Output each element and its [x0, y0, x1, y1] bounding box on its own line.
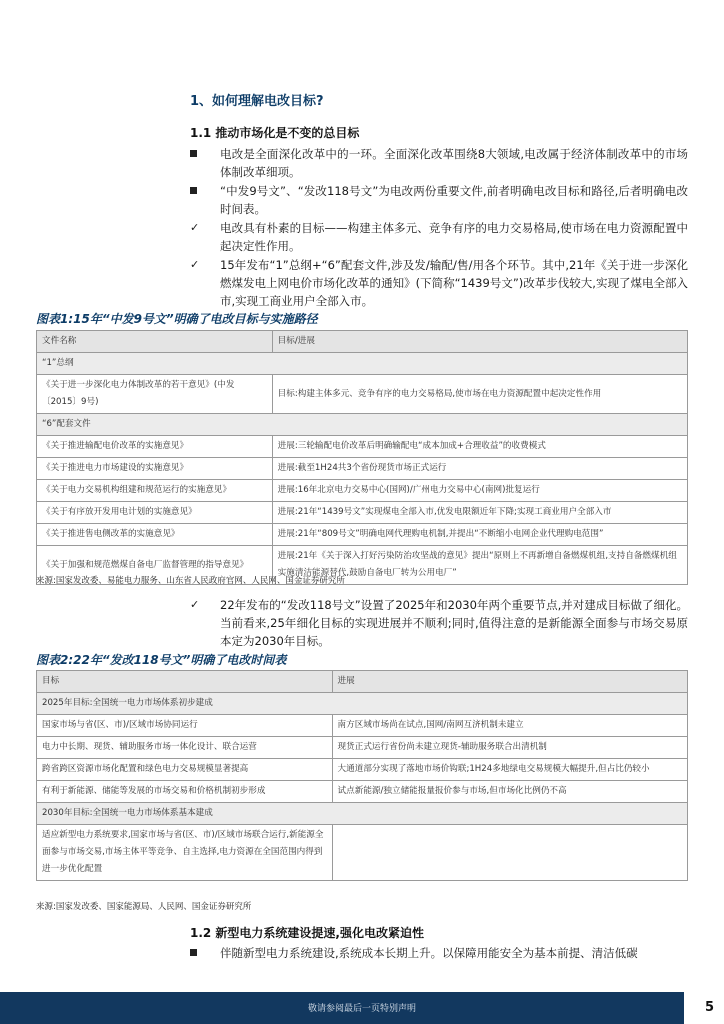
figure-2-title: 图表2:22年“发改118号文”明确了电改时间表	[36, 651, 688, 673]
table-cell: 现货正式运行省份尚未建立现货-辅助服务联合出清机制	[332, 737, 687, 759]
table-section-row: 2030年目标:全国统一电力市场体系基本建成	[37, 803, 688, 825]
table-cell: 国家市场与省(区、市)/区域市场协同运行	[37, 715, 333, 737]
check-icon: ✓	[190, 221, 200, 234]
table-row	[37, 781, 688, 803]
bullet-item: 伴随新型电力系统建设,系统成本长期上升。以保障用能安全为基本前提、清洁低碳	[190, 944, 688, 962]
table-cell: 大通道部分实现了落地市场价钩联;1H24多地绿电交易规模大幅提升,但占比仍较小	[332, 759, 687, 781]
check-icon: ✓	[190, 598, 200, 611]
page-number: 5	[704, 1000, 714, 1015]
column-header: 进展	[332, 671, 687, 693]
table-row	[37, 436, 688, 458]
bullet-item: “中发9号文”、“发改118号文”为电改两份重要文件,前者明确电改目标和路径,后者明确电改时间表。	[190, 182, 688, 218]
subsection-heading-1-2: 1.2 新型电力系统建设提速,强化电改紧迫性	[190, 926, 424, 940]
table-section-row: 2025年目标:全国统一电力市场体系初步建成	[37, 693, 688, 715]
table-cell: 进展:16年北京电力交易中心(国网)/广州电力交易中心(南网)批复运行	[272, 480, 687, 502]
table-cell	[332, 825, 687, 881]
figure-2-table	[36, 670, 688, 881]
page-footer	[0, 992, 724, 1024]
table-cell: 目标:构建主体多元、竞争有序的电力交易格局,使市场在电力资源配置中起决定性作用	[272, 375, 687, 414]
column-header: 文件名称	[37, 331, 273, 353]
figure-1-title: 图表1:15年“中发9号文”明确了电改目标与实施路径	[36, 310, 688, 332]
figure-1-source: 来源:国家发改委、易能电力服务、山东省人民政府官网、人民网、国金证券研究所	[36, 576, 345, 586]
table-cell: 电力中长期、现货、辅助服务市场一体化设计、联合运营	[37, 737, 333, 759]
table-cell: 适应新型电力系统要求,国家市场与省(区、市)/区域市场联合运行,新能源全面参与市场交易,市场主体平等竞争、自主选择,电力资源在全国范围内得到进一步优化配置	[37, 825, 333, 881]
check-icon: ✓	[190, 258, 200, 271]
table-row	[37, 524, 688, 546]
table-cell: 进展:截至1H24共3个省份现货市场正式运行	[272, 458, 687, 480]
footer-disclaimer: 敬请参阅最后一页特别声明	[307, 1004, 416, 1014]
table-cell: 南方区域市场尚在试点,国网/南网互济机制未建立	[332, 715, 687, 737]
figure-1-table	[36, 330, 688, 585]
table-row	[37, 759, 688, 781]
table-cell: 有利于新能源、储能等发展的市场交易和价格机制初步形成	[37, 781, 333, 803]
table-cell: 进展:三轮输配电价改革后明确输配电“成本加成+合理收益”的收费模式	[272, 436, 687, 458]
figure-2-source: 来源:国家发改委、国家能源局、人民网、国金证券研究所	[36, 902, 252, 912]
square-bullet-icon	[190, 182, 204, 200]
square-bullet-icon	[190, 944, 204, 962]
column-header: 目标/进展	[272, 331, 687, 353]
table-row	[37, 480, 688, 502]
table-row	[37, 458, 688, 480]
table-cell: 《关于有序放开发用电计划的实施意见》	[37, 502, 273, 524]
table-cell: 《关于进一步深化电力体制改革的若干意见》(中发〔2015〕9号)	[37, 375, 273, 414]
table-cell: 试点新能源/独立储能报量报价参与市场,但市场化比例仍不高	[332, 781, 687, 803]
table-cell: 《关于推进售电侧改革的实施意见》	[37, 524, 273, 546]
table-row	[37, 375, 688, 414]
table-cell: 《关于电力交易机构组建和规范运行的实施意见》	[37, 480, 273, 502]
table-header-row	[37, 671, 688, 693]
bullet-item: 电改是全面深化改革中的一环。全面深化改革围绕8大领域,电改属于经济体制改革中的市场体制改革细项。	[190, 145, 688, 181]
table-section-row: “1”总纲	[37, 353, 688, 375]
table-header-row	[37, 331, 688, 353]
square-bullet-icon	[190, 145, 204, 163]
subsection-heading-1-1: 1.1 推动市场化是不变的总目标	[190, 126, 360, 140]
table-cell: 进展:21年《关于深入打好污染防治攻坚战的意见》提出“原则上不再新增自备燃煤机组,支持自备燃煤机组实施清洁能源替代,鼓励自备电厂转为公用电厂”	[272, 546, 687, 585]
table-section-row: “6”配套文件	[37, 414, 688, 436]
table-cell: 跨省跨区资源市场化配置和绿色电力交易规模显著提高	[37, 759, 333, 781]
section-heading: 1、如何理解电改目标?	[190, 94, 324, 109]
bullet-item: ✓ 15年发布“1”总纲+“6”配套文件,涉及发/输配/售/用各个环节。其中,21年《关于进一步深化燃煤发电上网电价市场化改革的通知》(下简称“1439号文”)改革步伐较大,实现了煤电全部入市,实现工商业用户全部入市。	[190, 258, 688, 308]
bullet-item: ✓ 电改具有朴素的目标——构建主体多元、竞争有序的电力交易格局,使市场在电力资源配置中起决定性作用。	[190, 221, 688, 253]
table-row	[37, 737, 688, 759]
table-cell: 《关于推进电力市场建设的实施意见》	[37, 458, 273, 480]
table-row	[37, 715, 688, 737]
table-cell: 进展:21年“809号文”明确电网代理购电机制,并提出“不断缩小电网企业代理购电范围”	[272, 524, 687, 546]
table-cell: 进展:21年“1439号文”实现煤电全部入市,优发电限额近年下降;实现工商业用户全部入市	[272, 502, 687, 524]
table-cell: 《关于加强和规范燃煤自备电厂监督管理的指导意见》	[37, 546, 273, 585]
bullet-item: ✓ 22年发布的“发改118号文”设置了2025年和2030年两个重要节点,并对建成目标做了细化。当前看来,25年细化目标的实现进展并不顺利;同时,值得注意的是新能源全面参与市场交易原本定为2030年目标。	[190, 598, 688, 648]
table-row	[37, 502, 688, 524]
table-cell: 《关于推进输配电价改革的实施意见》	[37, 436, 273, 458]
column-header: 目标	[37, 671, 333, 693]
table-row	[37, 825, 688, 881]
